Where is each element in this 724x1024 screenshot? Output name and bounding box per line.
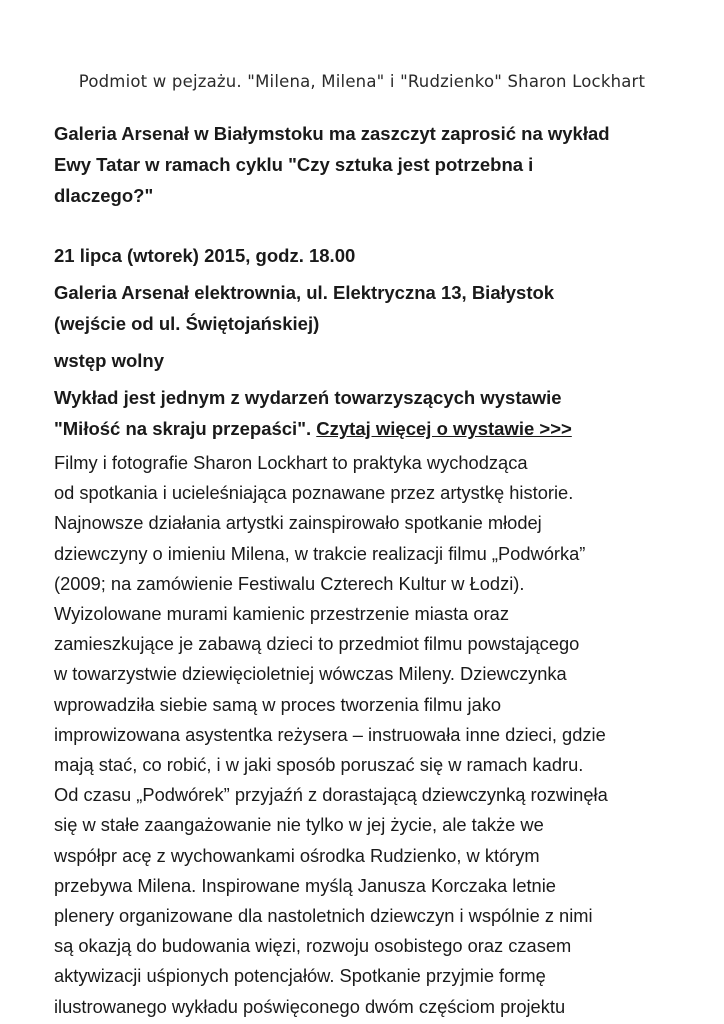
companion-line: Wykład jest jednym z wydarzeń towarzyszących wystawie [54, 387, 562, 408]
invitation-intro-line: Galeria Arsenał w Białymstoku ma zaszczyt zaprosić na wykład [54, 123, 610, 144]
document-content [54, 118, 674, 1022]
body-line: zamieszkujące je zabawą dzieci to przedmiot filmu powstającego [54, 633, 580, 655]
entry-info: wstęp wolny [54, 350, 164, 371]
body-line: plenery organizowane dla nastoletnich dziewczyn i wspólnie z nimi [54, 905, 593, 927]
invitation-intro-line: Ewy Tatar w ramach cyklu "Czy sztuka jest potrzebna i [54, 154, 534, 175]
body-line: improwizowana asystentka reżysera – instruowała inne dzieci, gdzie [54, 723, 606, 745]
body-line: aktywizacji uśpionych potencjałów. Spotkanie przyjmie formę [54, 965, 546, 987]
document-title: Podmiot w pejzażu. "Milena, Milena" i "Rudzienko" Sharon Lockhart [78, 72, 646, 91]
event-venue-line: (wejście od ul. Świętojańskiej) [54, 313, 320, 334]
body-line: Najnowsze działania artystki zainspirowało spotkanie młodej [54, 512, 542, 534]
invitation-intro-line: dlaczego?" [54, 185, 154, 206]
body-line: wprowadziła siebie samą w proces tworzenia filmu jako [54, 693, 502, 715]
body-line: mają stać, co robić, i w jaki sposób poruszać się w ramach kadru. [54, 754, 584, 776]
body-line: (2009; na zamówienie Festiwalu Czterech Kultur w Łodzi). [54, 572, 525, 594]
body-line: ilustrowanego wykładu poświęconego dwóm częściom projektu [54, 995, 566, 1017]
body-line: Od czasu „Podwórek” przyjaźń z dorastającą dziewczynką rozwinęła [54, 784, 608, 806]
companion-event-info [54, 382, 674, 444]
body-line: się w stałe zaangażowanie nie tylko w jej życie, ale także we [54, 814, 544, 836]
body-line: Filmy i fotografie Sharon Lockhart to praktyka wychodząca [54, 452, 528, 473]
body-line: współpr acę z wychowankami ośrodka Rudzienko, w którym [54, 844, 540, 866]
body-line: Wyizolowane murami kamienic przestrzenie miasta oraz [54, 603, 509, 625]
event-venue-line: Galeria Arsenał elektrownia, ul. Elektryczna 13, Białystok [54, 282, 555, 303]
invitation-intro [54, 118, 674, 211]
body-line: w towarzystwie dziewięcioletniej wówczas Mileny. Dziewczynka [54, 663, 567, 685]
body-line: są okazją do budowania więzi, rozwoju osobistego oraz czasem [54, 935, 572, 957]
article-body [54, 448, 674, 1022]
event-date: 21 lipca (wtorek) 2015, godz. 18.00 [54, 245, 356, 266]
body-line: przebywa Milena. Inspirowane myślą Janusza Korczaka letnie [54, 874, 556, 896]
event-venue [54, 277, 674, 339]
read-more-link[interactable]: Czytaj więcej o wystawie >>> [316, 418, 572, 439]
body-line: dziewczyny o imieniu Milena, w trakcie realizacji filmu „Podwórka” [54, 542, 586, 564]
body-line: od spotkania i ucieleśniająca poznawane przez artystkę historie. [54, 482, 574, 504]
exhibition-name: "Miłość na skraju przepaści". [54, 418, 312, 439]
companion-line [54, 413, 674, 444]
